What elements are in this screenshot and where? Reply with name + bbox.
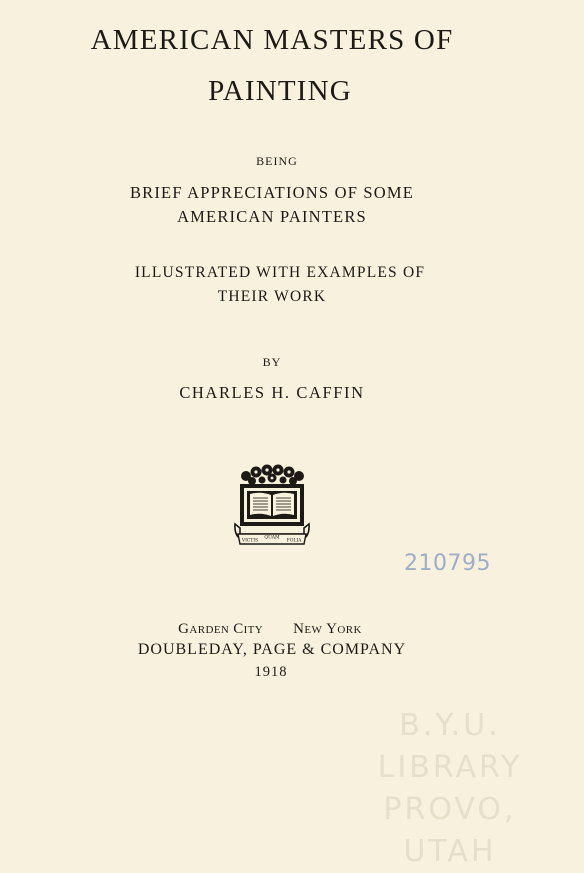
- by-label: BY: [262, 355, 282, 369]
- publication-year: 1918: [254, 664, 288, 680]
- emblem-motto-1: VICTIS: [241, 538, 259, 544]
- emblem-motto-3: FOLIA: [286, 538, 302, 544]
- library-accession-stamp: 210795: [404, 551, 491, 576]
- emblem-motto-2: QUAM: [264, 535, 280, 541]
- library-watermark: [340, 705, 560, 869]
- being-label: BEING: [256, 154, 298, 168]
- book-title-line-1: AMERICAN MASTERS OF: [90, 24, 454, 56]
- publisher-location: [0, 621, 562, 638]
- subtitle-line-1: BRIEF APPRECIATIONS OF SOME: [129, 183, 415, 202]
- watermark-line-2: LIBRARY: [377, 750, 523, 785]
- publisher-emblem-icon: [232, 464, 312, 550]
- subtitle-line-2: AMERICAN PAINTERS: [177, 207, 367, 226]
- subtitle-line-3: ILLUSTRATED WITH EXAMPLES OF: [134, 264, 426, 281]
- author-name: CHARLES H. CAFFIN: [179, 383, 365, 402]
- state-name: NEW YORK: [293, 621, 362, 637]
- watermark-line-3: PROVO, UTAH: [383, 792, 517, 869]
- watermark-line-1: B.Y.U.: [399, 708, 501, 743]
- publisher-name: DOUBLEDAY, PAGE & COMPANY: [137, 641, 407, 658]
- city-name: GARDEN CITY: [178, 621, 264, 637]
- subtitle-line-4: THEIR WORK: [217, 288, 327, 305]
- book-title-line-2: PAINTING: [208, 75, 352, 107]
